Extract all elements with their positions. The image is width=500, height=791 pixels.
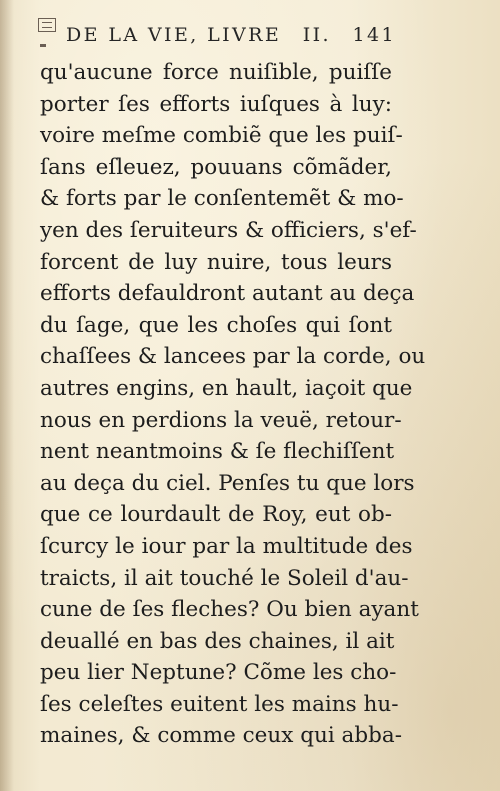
text-line: maines, & comme ceux qui abba- <box>40 723 402 749</box>
text-line: peu lier Neptune? Cõme les cho- <box>40 660 397 686</box>
text-line: nent neantmoins & ſe flechiſſent <box>40 439 395 465</box>
text-line: porter ſes efforts iuſques à luy: <box>40 91 392 117</box>
binding-shadow <box>0 0 14 791</box>
text-line: que ce lourdault de Roy, eut ob- <box>40 502 392 528</box>
text-line: ſcurcy le iour par la multitude des <box>40 533 413 559</box>
text-line: chaſſees & lancees par la corde, ou <box>40 344 426 370</box>
text-line: forcent de luy nuire, tous leurs <box>40 249 392 275</box>
running-head-book: II. <box>302 24 331 46</box>
running-head <box>66 24 396 46</box>
text-line: voire meſme combiẽ que les puiſ- <box>40 123 403 149</box>
text-line: cune de ſes fleches? Ou bien ayant <box>40 597 419 623</box>
text-line: traicts, il ait touché le Soleil d'au- <box>40 565 409 591</box>
text-line: autres engins, en hault, iaçoit que <box>40 375 413 401</box>
page-number: 141 <box>352 24 396 46</box>
text-line: deuallé en bas des chaines, il ait <box>40 628 395 654</box>
text-line: ſes celeſtes euitent les mains hu- <box>40 691 399 717</box>
running-head-title: DE LA VIE, LIVRE <box>66 24 282 46</box>
text-line: nous en perdions la veuë, retour- <box>40 407 402 433</box>
margin-mark-icon <box>40 44 46 47</box>
text-line: & forts par le conſentemẽt & mo- <box>40 186 404 212</box>
text-line: efforts defauldront autant au deça <box>40 281 415 307</box>
text-line: au deça du ciel. Penſes tu que lors <box>40 470 415 496</box>
text-line: du ſage, que les choſes qui ſont <box>40 312 392 338</box>
text-line: yen des ſeruiteurs & officiers, s'ef- <box>40 217 417 243</box>
text-line: ſans eſleuez, pouuans cõmãder, <box>40 154 392 180</box>
text-line: qu'aucune force nuiſible, puiſſe <box>40 60 392 85</box>
body-text <box>40 57 426 752</box>
printers-ornament-icon <box>38 18 56 32</box>
